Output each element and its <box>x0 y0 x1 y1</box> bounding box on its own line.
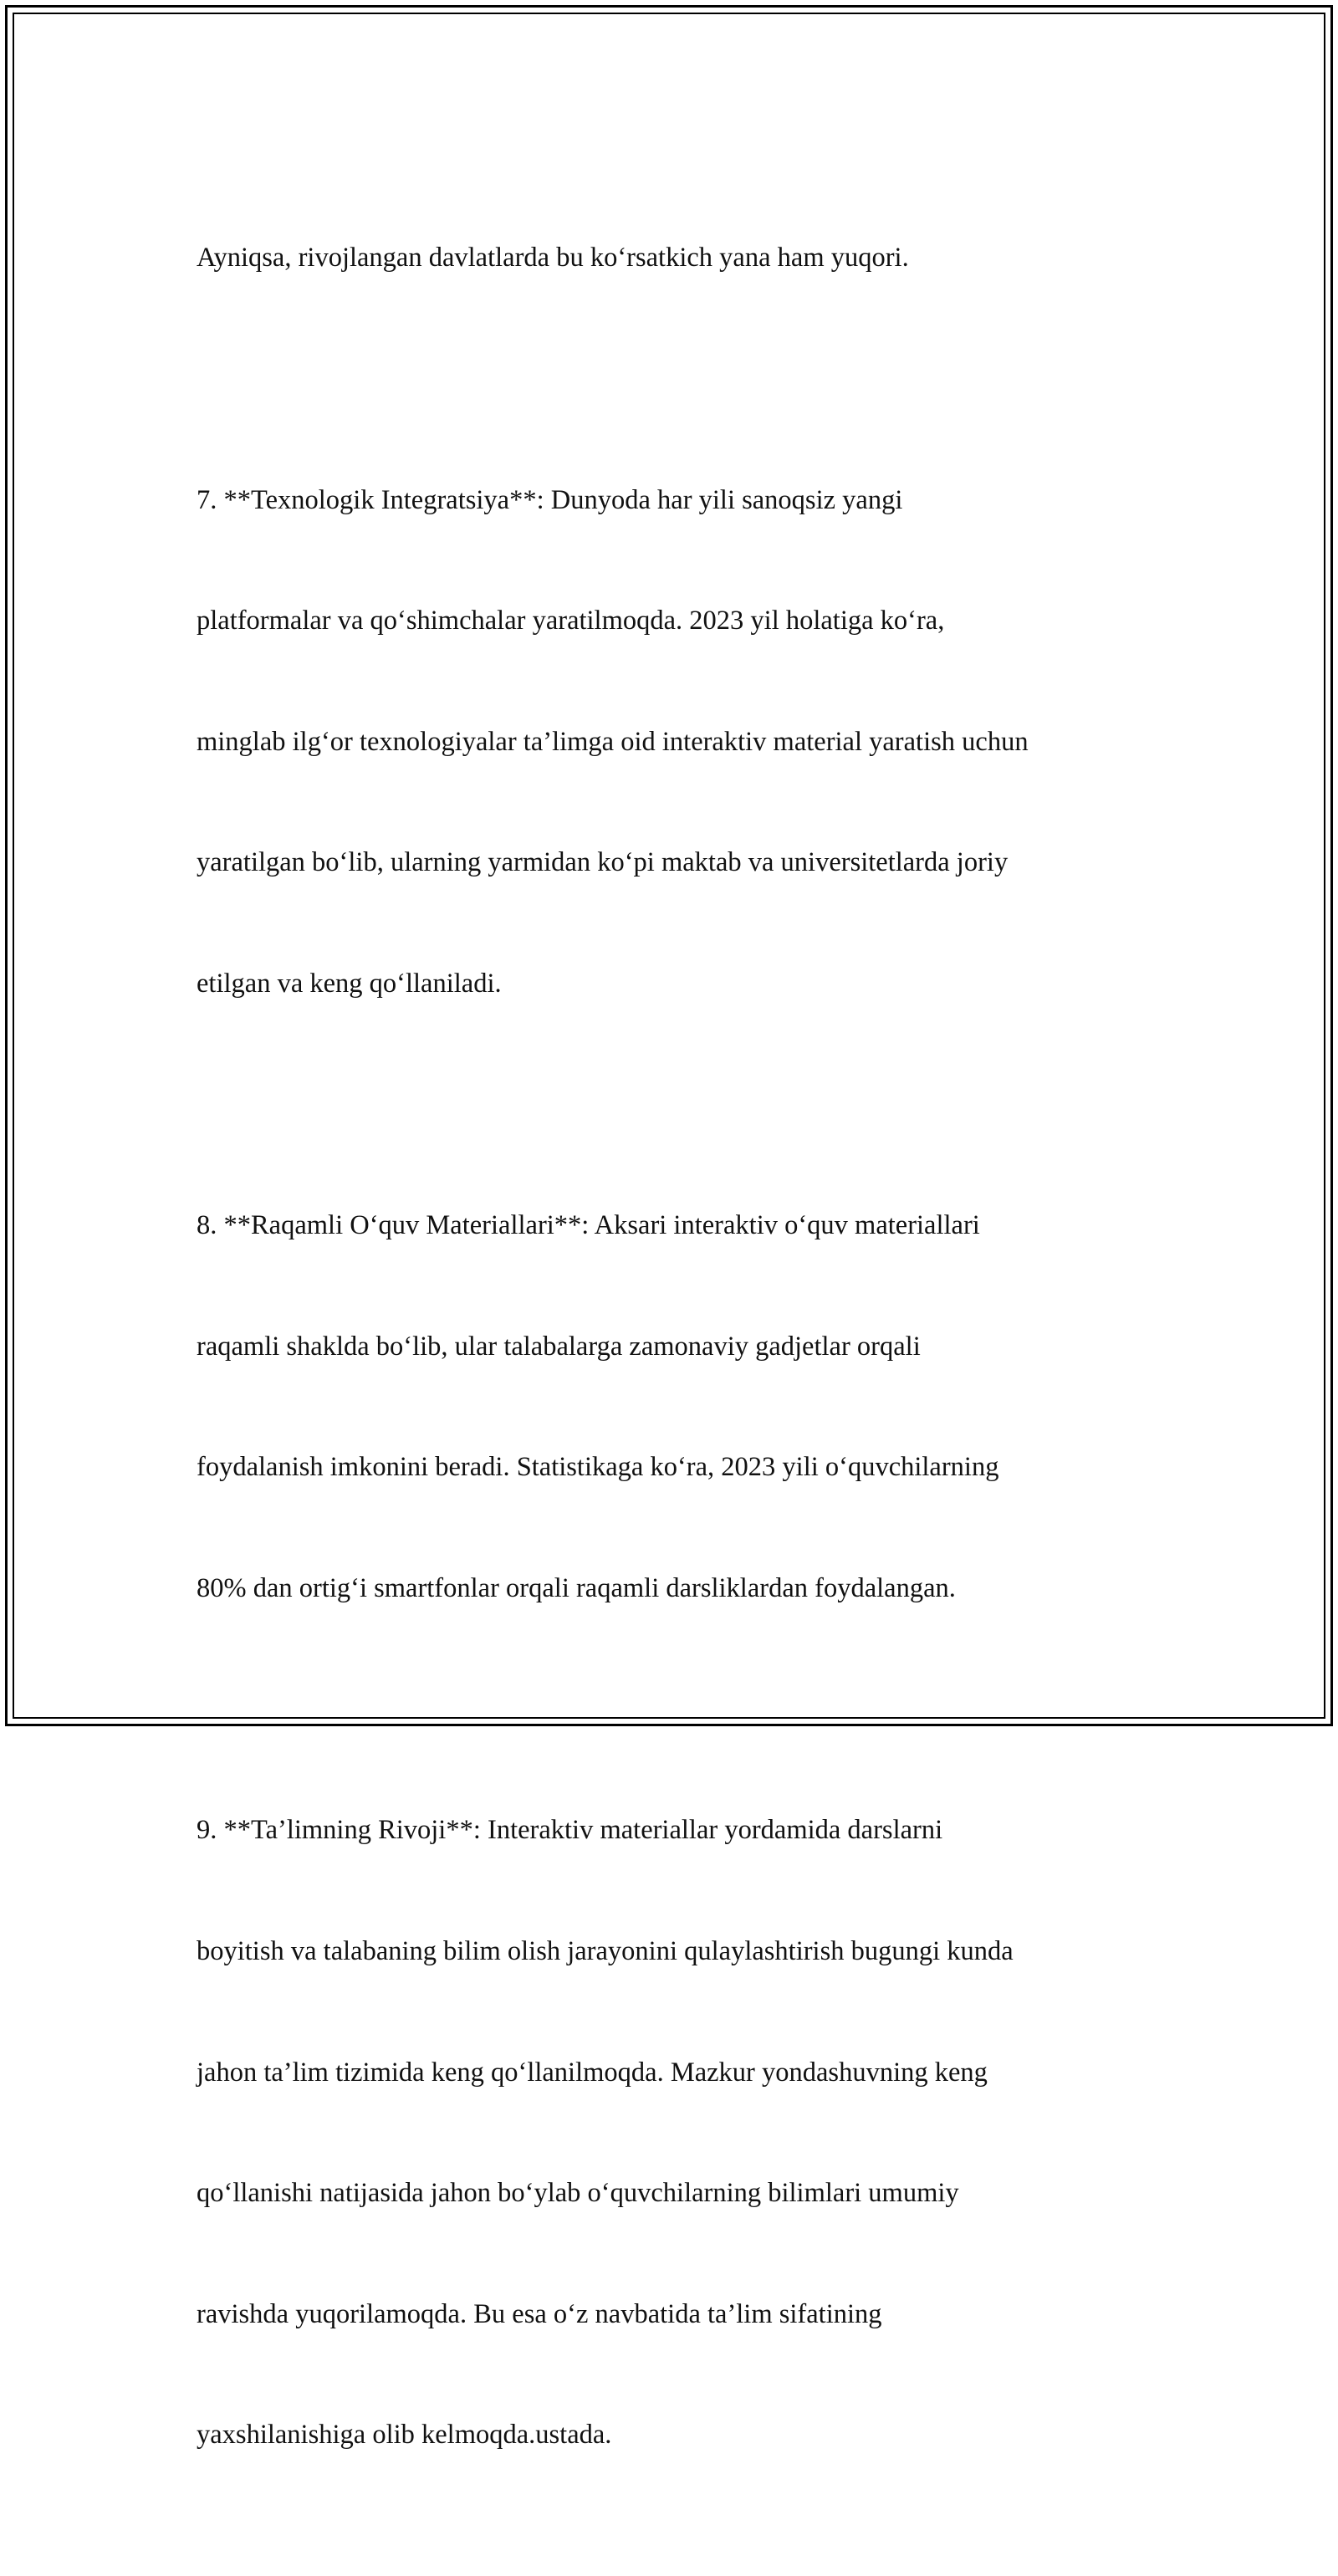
paragraph-item-8 <box>197 1125 1150 1689</box>
paragraph-intro <box>197 157 1150 359</box>
text-line: qoʻllanishi natijasida jahon boʻylab oʻquvchilarning bilimlari umumiy <box>197 2178 959 2209</box>
text-line: yaratilgan boʻlib, ularning yarmidan koʻpi maktab va universitetlarda joriy <box>197 847 1009 878</box>
text-line: foydalanish imkonini beradi. Statistikaga koʻra, 2023 yili oʻquvchilarning <box>197 1452 999 1483</box>
paragraph-item-9 <box>197 1730 1150 2536</box>
text-line: Ayniqsa, rivojlangan davlatlarda bu koʻrsatkich yana ham yuqori. <box>197 243 909 273</box>
document-body <box>197 157 1150 2576</box>
text-line: raqamli shaklda boʻlib, ular talabalarga zamonaviy gadjetlar orqali <box>197 1331 921 1362</box>
text-line: jahon ta’lim tizimida keng qoʻllanilmoqda. Mazkur yondashuvning keng <box>197 2057 988 2088</box>
text-line: 7. **Texnologik Integratsiya**: Dunyoda har yili sanoqsiz yangi <box>197 484 903 515</box>
text-line: minglab ilgʻor texnologiyalar ta’limga oid interaktiv material yaratish uchun <box>197 726 1029 757</box>
paragraph-item-7 <box>197 399 1150 1084</box>
text-line: etilgan va keng qoʻllaniladi. <box>197 969 502 999</box>
text-line: 80% dan ortigʻi smartfonlar orqali raqamli darsliklardan foydalangan. <box>197 1573 956 1604</box>
text-line: ravishda yuqorilamoqda. Bu esa oʻz navbatida ta’lim sifatining <box>197 2298 882 2329</box>
text-line: yaxshilanishiga olib kelmoqda.ustada. <box>197 2420 612 2451</box>
text-line: 9. **Ta’limning Rivoji**: Interaktiv materiallar yordamida darslarni <box>197 1815 943 1846</box>
text-line: 8. **Raqamli Oʻquv Materiallari**: Aksari interaktiv oʻquv materiallari <box>197 1210 980 1241</box>
text-line: platformalar va qoʻshimchalar yaratilmoqda. 2023 yil holatiga koʻra, <box>197 606 945 636</box>
text-line: boyitish va talabaning bilim olish jarayonini qulaylashtirish bugungi kunda <box>197 1935 1014 1966</box>
